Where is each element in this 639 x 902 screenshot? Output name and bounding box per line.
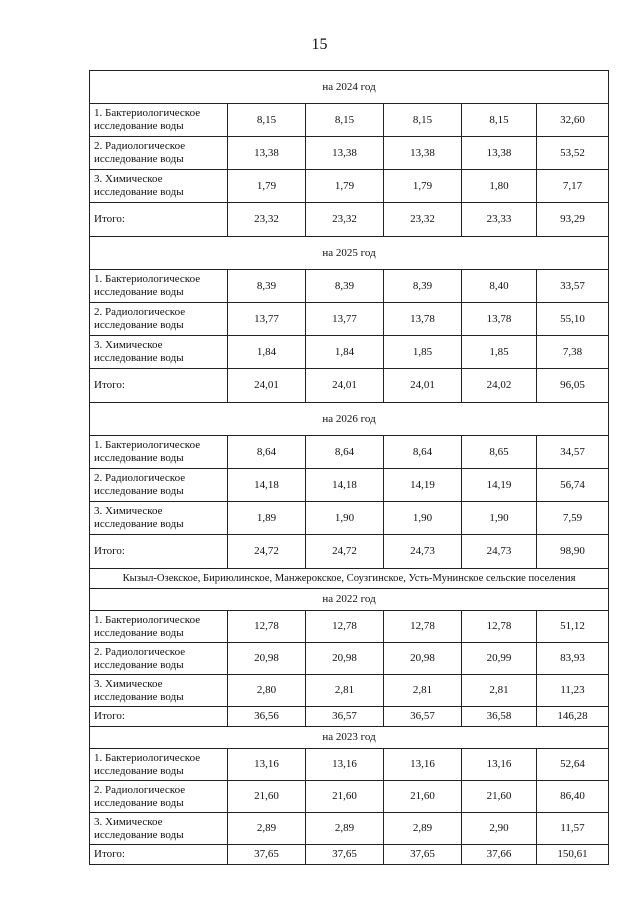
table-row bbox=[90, 781, 609, 813]
value-cell: 23,32 bbox=[228, 203, 306, 237]
total-label: Итого: bbox=[90, 203, 228, 237]
sum-cell: 34,57 bbox=[537, 436, 609, 469]
total-row bbox=[90, 707, 609, 727]
sum-cell: 32,60 bbox=[537, 104, 609, 137]
table-row bbox=[90, 303, 609, 336]
sum-cell: 11,23 bbox=[537, 675, 609, 707]
table-row bbox=[90, 469, 609, 502]
table-row bbox=[90, 611, 609, 643]
table-row bbox=[90, 749, 609, 781]
year-label: на 2022 год bbox=[90, 589, 609, 611]
value-cell: 8,39 bbox=[306, 270, 384, 303]
year-header-row bbox=[90, 403, 609, 436]
total-label: Итого: bbox=[90, 369, 228, 403]
value-cell: 13,38 bbox=[306, 137, 384, 170]
value-cell: 13,16 bbox=[306, 749, 384, 781]
service-label: 3. Химическое исследование воды bbox=[90, 675, 228, 707]
service-label: 2. Радиологическое исследование воды bbox=[90, 643, 228, 675]
table-row bbox=[90, 675, 609, 707]
value-cell: 2,89 bbox=[384, 813, 462, 845]
value-cell: 24,73 bbox=[384, 535, 462, 569]
value-cell: 24,72 bbox=[306, 535, 384, 569]
value-cell: 24,01 bbox=[384, 369, 462, 403]
value-cell: 36,56 bbox=[228, 707, 306, 727]
value-cell: 1,85 bbox=[384, 336, 462, 369]
value-cell: 36,57 bbox=[306, 707, 384, 727]
value-cell: 8,15 bbox=[384, 104, 462, 137]
total-label: Итого: bbox=[90, 707, 228, 727]
total-row bbox=[90, 369, 609, 403]
value-cell: 24,73 bbox=[462, 535, 537, 569]
sum-cell: 52,64 bbox=[537, 749, 609, 781]
service-label: 3. Химическое исследование воды bbox=[90, 502, 228, 535]
value-cell: 12,78 bbox=[384, 611, 462, 643]
value-cell: 37,65 bbox=[306, 845, 384, 865]
value-cell: 36,57 bbox=[384, 707, 462, 727]
value-cell: 13,38 bbox=[384, 137, 462, 170]
value-cell: 13,78 bbox=[462, 303, 537, 336]
region-label: Кызыл-Озекское, Бириюлинское, Манжерокское, Соузгинское, Усть-Мунинское сельские поселения bbox=[90, 569, 609, 589]
value-cell: 12,78 bbox=[306, 611, 384, 643]
year-label: на 2026 год bbox=[90, 403, 609, 436]
value-cell: 20,98 bbox=[228, 643, 306, 675]
page-number: 15 bbox=[311, 36, 328, 53]
service-label: 1. Бактериологическое исследование воды bbox=[90, 104, 228, 137]
value-cell: 21,60 bbox=[384, 781, 462, 813]
sum-cell: 83,93 bbox=[537, 643, 609, 675]
value-cell: 1,79 bbox=[384, 170, 462, 203]
value-cell: 24,02 bbox=[462, 369, 537, 403]
value-cell: 23,32 bbox=[306, 203, 384, 237]
year-header-row bbox=[90, 237, 609, 270]
value-cell: 2,80 bbox=[228, 675, 306, 707]
value-cell: 1,90 bbox=[384, 502, 462, 535]
value-cell: 2,89 bbox=[228, 813, 306, 845]
value-cell: 13,77 bbox=[306, 303, 384, 336]
value-cell: 21,60 bbox=[462, 781, 537, 813]
value-cell: 24,01 bbox=[306, 369, 384, 403]
value-cell: 21,60 bbox=[306, 781, 384, 813]
value-cell: 13,78 bbox=[384, 303, 462, 336]
value-cell: 20,98 bbox=[306, 643, 384, 675]
value-cell: 8,39 bbox=[228, 270, 306, 303]
value-cell: 1,89 bbox=[228, 502, 306, 535]
value-cell: 20,98 bbox=[384, 643, 462, 675]
service-label: 2. Радиологическое исследование воды bbox=[90, 303, 228, 336]
value-cell: 14,18 bbox=[306, 469, 384, 502]
value-cell: 2,81 bbox=[462, 675, 537, 707]
service-label: 1. Бактериологическое исследование воды bbox=[90, 270, 228, 303]
value-cell: 37,65 bbox=[384, 845, 462, 865]
value-cell: 21,60 bbox=[228, 781, 306, 813]
value-cell: 12,78 bbox=[462, 611, 537, 643]
value-cell: 37,66 bbox=[462, 845, 537, 865]
value-cell: 8,64 bbox=[384, 436, 462, 469]
value-cell: 37,65 bbox=[228, 845, 306, 865]
value-cell: 13,77 bbox=[228, 303, 306, 336]
table-row bbox=[90, 436, 609, 469]
value-cell: 8,40 bbox=[462, 270, 537, 303]
value-cell: 8,15 bbox=[306, 104, 384, 137]
value-cell: 1,79 bbox=[306, 170, 384, 203]
service-label: 3. Химическое исследование воды bbox=[90, 813, 228, 845]
service-label: 1. Бактериологическое исследование воды bbox=[90, 611, 228, 643]
value-cell: 8,39 bbox=[384, 270, 462, 303]
sum-cell: 93,29 bbox=[537, 203, 609, 237]
value-cell: 1,90 bbox=[462, 502, 537, 535]
total-row bbox=[90, 203, 609, 237]
table-row bbox=[90, 502, 609, 535]
value-cell: 23,33 bbox=[462, 203, 537, 237]
year-header-row bbox=[90, 71, 609, 104]
value-cell: 36,58 bbox=[462, 707, 537, 727]
value-cell: 12,78 bbox=[228, 611, 306, 643]
value-cell: 8,15 bbox=[228, 104, 306, 137]
table-row bbox=[90, 104, 609, 137]
value-cell: 8,64 bbox=[306, 436, 384, 469]
sum-cell: 146,28 bbox=[537, 707, 609, 727]
value-cell: 14,18 bbox=[228, 469, 306, 502]
sum-cell: 33,57 bbox=[537, 270, 609, 303]
value-cell: 13,38 bbox=[228, 137, 306, 170]
sum-cell: 51,12 bbox=[537, 611, 609, 643]
value-cell: 1,84 bbox=[228, 336, 306, 369]
region-header-row bbox=[90, 569, 609, 589]
sum-cell: 55,10 bbox=[537, 303, 609, 336]
sum-cell: 7,38 bbox=[537, 336, 609, 369]
sum-cell: 96,05 bbox=[537, 369, 609, 403]
value-cell: 1,90 bbox=[306, 502, 384, 535]
value-cell: 1,85 bbox=[462, 336, 537, 369]
total-row bbox=[90, 845, 609, 865]
service-label: 2. Радиологическое исследование воды bbox=[90, 137, 228, 170]
table-row bbox=[90, 170, 609, 203]
value-cell: 14,19 bbox=[462, 469, 537, 502]
value-cell: 2,81 bbox=[306, 675, 384, 707]
value-cell: 1,84 bbox=[306, 336, 384, 369]
year-header-row bbox=[90, 727, 609, 749]
table-row bbox=[90, 270, 609, 303]
value-cell: 8,64 bbox=[228, 436, 306, 469]
year-header-row bbox=[90, 589, 609, 611]
service-label: 2. Радиологическое исследование воды bbox=[90, 781, 228, 813]
value-cell: 24,01 bbox=[228, 369, 306, 403]
value-cell: 2,90 bbox=[462, 813, 537, 845]
service-label: 1. Бактериологическое исследование воды bbox=[90, 749, 228, 781]
table-row bbox=[90, 643, 609, 675]
sum-cell: 7,59 bbox=[537, 502, 609, 535]
table-row bbox=[90, 137, 609, 170]
value-cell: 8,65 bbox=[462, 436, 537, 469]
tariff-table bbox=[89, 70, 609, 865]
value-cell: 14,19 bbox=[384, 469, 462, 502]
service-label: 2. Радиологическое исследование воды bbox=[90, 469, 228, 502]
total-label: Итого: bbox=[90, 535, 228, 569]
total-row bbox=[90, 535, 609, 569]
year-label: на 2025 год bbox=[90, 237, 609, 270]
sum-cell: 56,74 bbox=[537, 469, 609, 502]
value-cell: 13,38 bbox=[462, 137, 537, 170]
service-label: 3. Химическое исследование воды bbox=[90, 170, 228, 203]
value-cell: 13,16 bbox=[384, 749, 462, 781]
year-label: на 2023 год bbox=[90, 727, 609, 749]
table-row bbox=[90, 336, 609, 369]
value-cell: 8,15 bbox=[462, 104, 537, 137]
value-cell: 1,79 bbox=[228, 170, 306, 203]
sum-cell: 11,57 bbox=[537, 813, 609, 845]
table-row bbox=[90, 813, 609, 845]
value-cell: 24,72 bbox=[228, 535, 306, 569]
total-label: Итого: bbox=[90, 845, 228, 865]
service-label: 3. Химическое исследование воды bbox=[90, 336, 228, 369]
value-cell: 2,89 bbox=[306, 813, 384, 845]
value-cell: 20,99 bbox=[462, 643, 537, 675]
value-cell: 23,32 bbox=[384, 203, 462, 237]
year-label: на 2024 год bbox=[90, 71, 609, 104]
sum-cell: 86,40 bbox=[537, 781, 609, 813]
sum-cell: 53,52 bbox=[537, 137, 609, 170]
value-cell: 2,81 bbox=[384, 675, 462, 707]
sum-cell: 7,17 bbox=[537, 170, 609, 203]
service-label: 1. Бактериологическое исследование воды bbox=[90, 436, 228, 469]
value-cell: 13,16 bbox=[462, 749, 537, 781]
sum-cell: 98,90 bbox=[537, 535, 609, 569]
sum-cell: 150,61 bbox=[537, 845, 609, 865]
value-cell: 13,16 bbox=[228, 749, 306, 781]
value-cell: 1,80 bbox=[462, 170, 537, 203]
